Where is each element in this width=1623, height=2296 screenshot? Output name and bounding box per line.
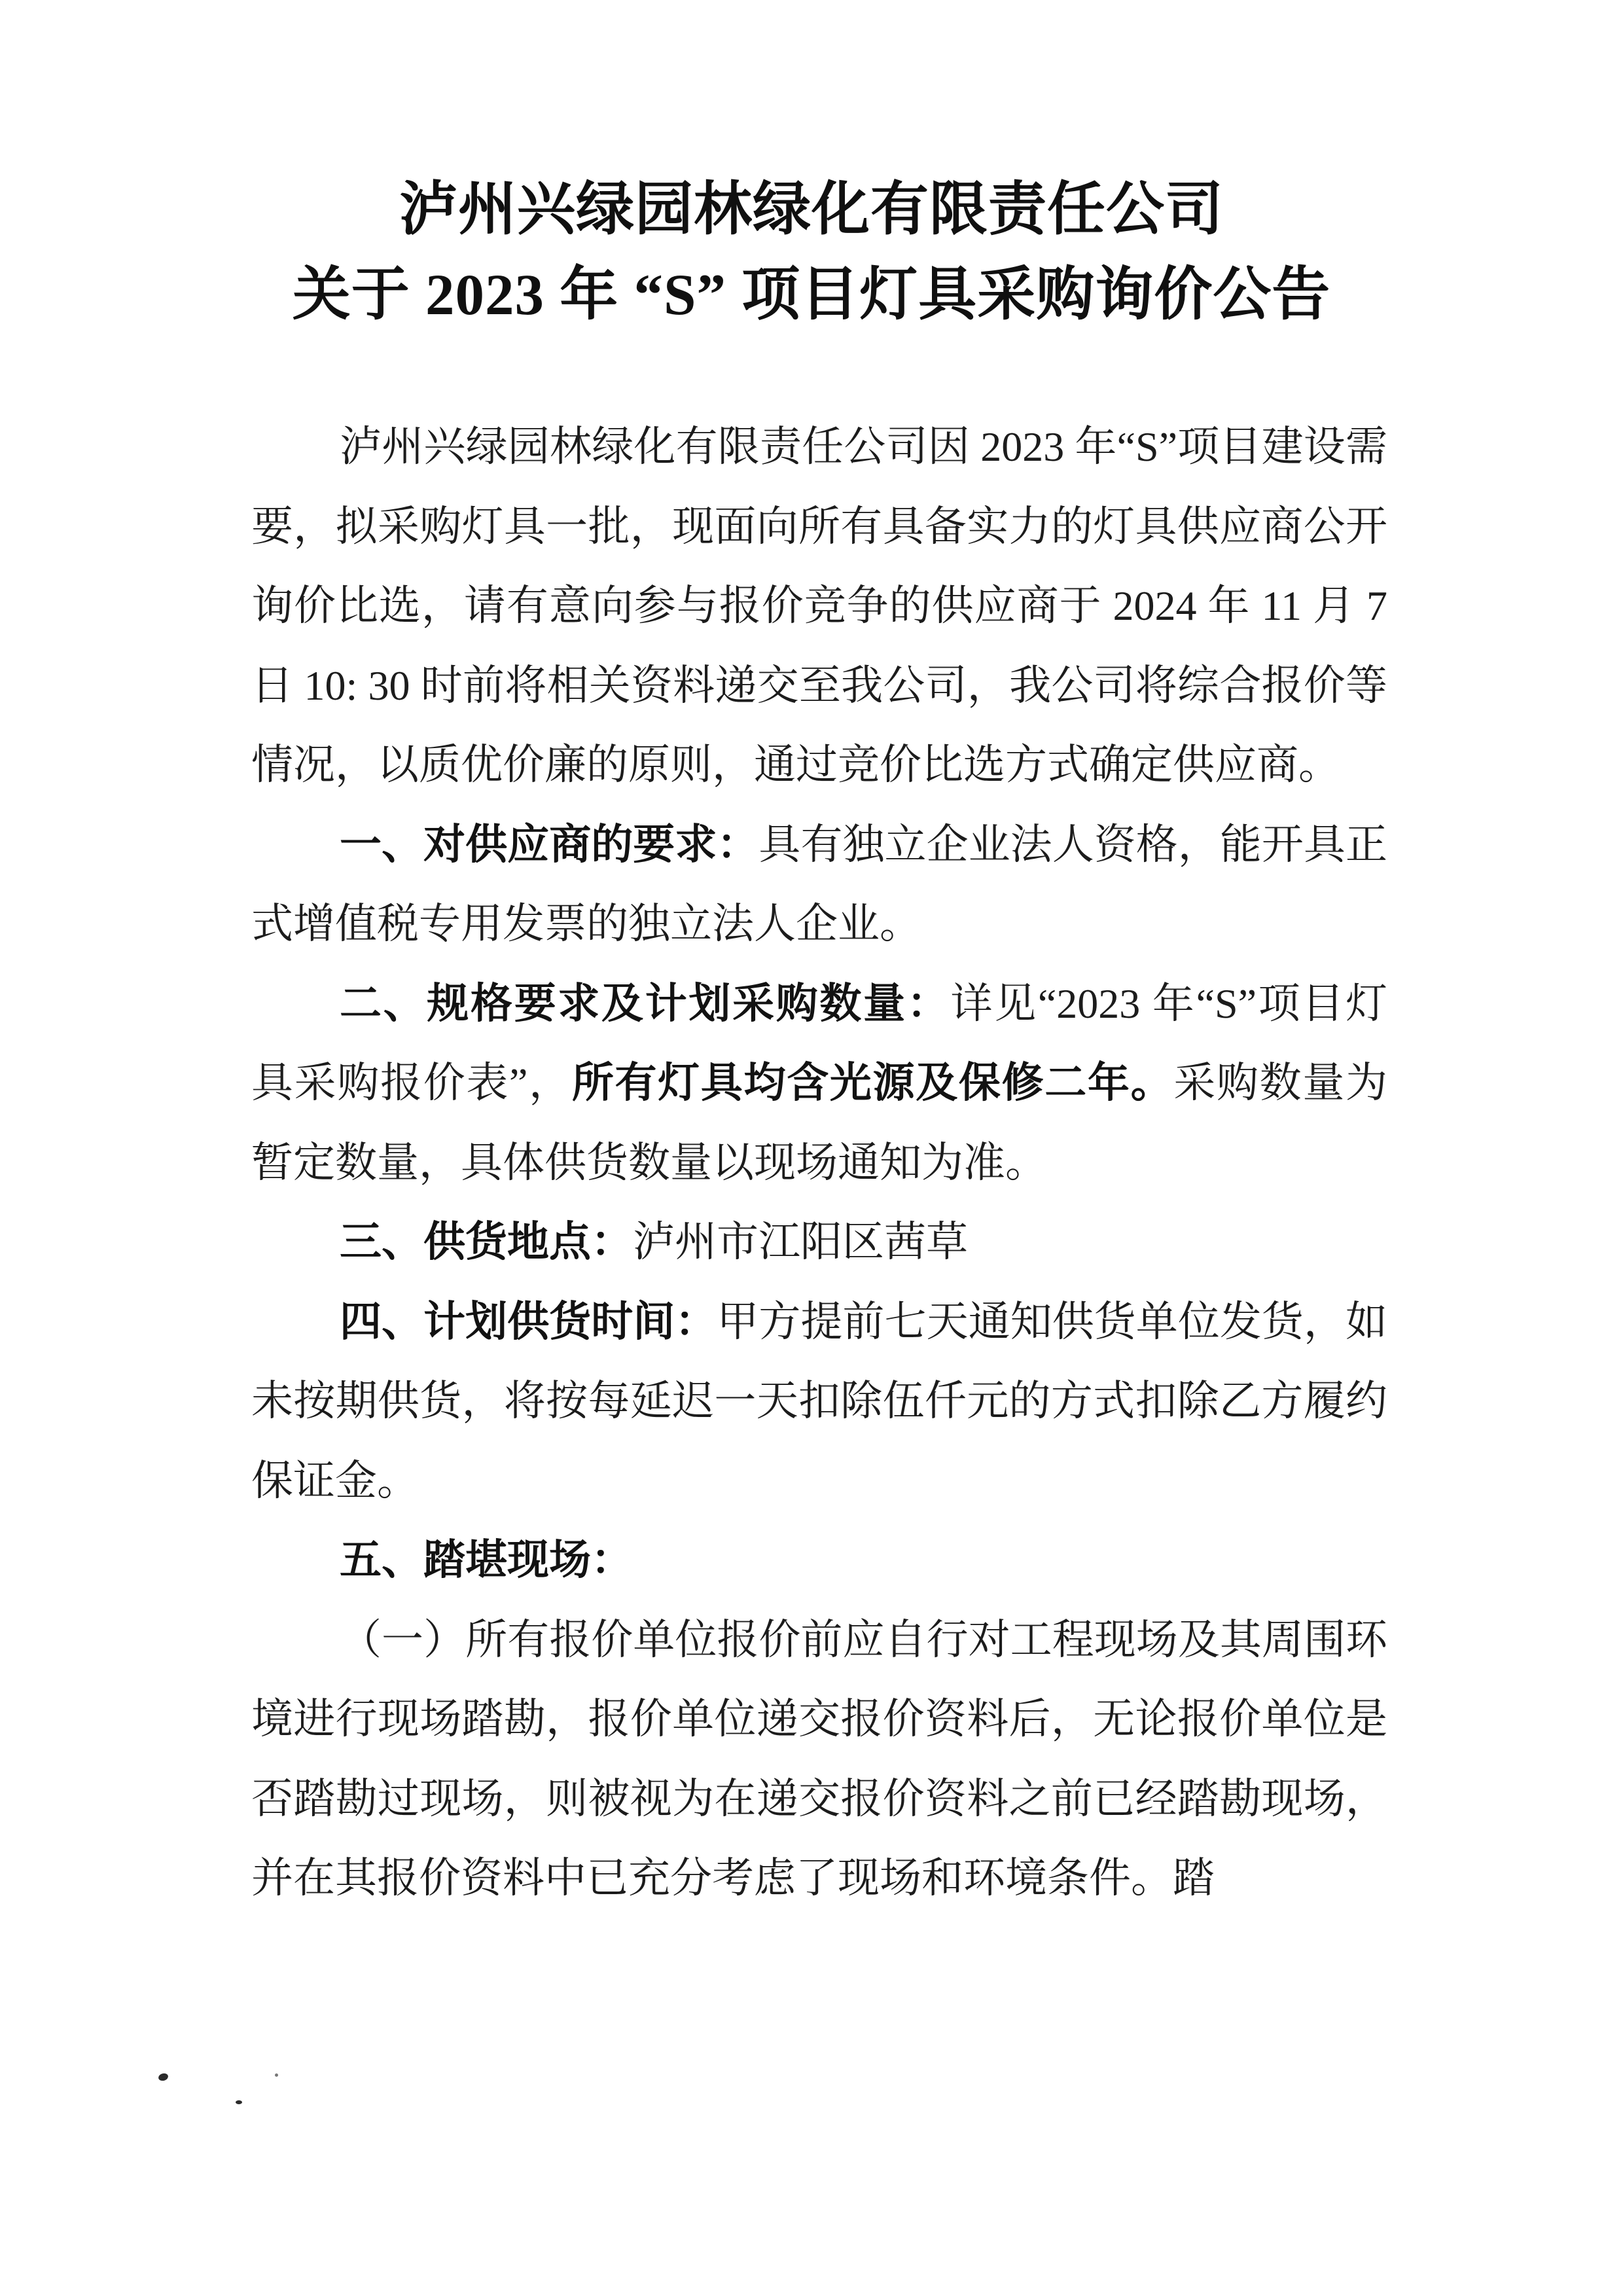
ink-speck — [158, 2072, 169, 2082]
section-5-heading: 五、踏堪现场： — [340, 1537, 633, 1583]
section-4-body: 甲方提前七天通知供货单位发货，如未按期供货，将按每延迟一天扣除伍仟元的方式扣除乙方履约保证金。 — [251, 1298, 1387, 1504]
section-3-heading: 三、供货地点： — [340, 1219, 633, 1265]
document-body — [251, 407, 1387, 1918]
paragraph-section-4 — [251, 1282, 1387, 1521]
ink-speck — [236, 2100, 242, 2104]
document-title — [0, 168, 1623, 338]
paragraph-section-5-item-1 — [251, 1600, 1387, 1918]
ink-speck — [275, 2073, 278, 2077]
section-2-heading: 二、规格要求及计划采购数量： — [340, 980, 951, 1027]
paragraph-section-2 — [251, 964, 1387, 1203]
section-2-body-a: 详见“2023 年“S”项目灯具采购报价表”， — [251, 980, 1388, 1106]
section-1-body: 具有独立企业法人资格，能开具正式增值税专用发票的独立法人企业。 — [251, 821, 1388, 947]
section-2-body-b: 采购数量为暂定数量，具体供货数量以现场通知为准。 — [251, 1060, 1388, 1186]
section-4-heading: 四、计划供货时间： — [340, 1298, 717, 1345]
title-line-2: 关于 2023 年 “S” 项目灯具采购询价公告 — [292, 263, 1331, 327]
section-2-body-bold: 所有灯具均含光源及保修二年。 — [571, 1060, 1174, 1106]
section-5-item-1-body: （一）所有报价单位报价前应自行对工程现场及其周围环境进行现场踏勘，报价单位递交报价资料后，无论报价单位是否踏勘过现场，则被视为在递交报价资料之前已经踏勘现场，并在其报价资料中已充分考虑了现场和环境条件。踏 — [251, 1616, 1387, 1901]
paragraph-section-1 — [251, 805, 1387, 964]
section-1-heading: 一、对供应商的要求： — [340, 821, 759, 868]
title-line-1: 泸州兴绿园林绿化有限责任公司 — [399, 178, 1224, 242]
section-3-body: 泸州市江阳区茜草 — [633, 1219, 968, 1265]
paragraph-section-5-heading — [251, 1520, 1387, 1600]
paragraph-intro — [251, 407, 1387, 805]
intro-text: 泸州兴绿园林绿化有限责任公司因 2023 年“S”项目建设需要，拟采购灯具一批，现面向所有具备实力的灯具供应商公开询价比选，请有意向参与报价竞争的供应商于 2024 年 11 月 7 日 10: 30 时前将相关资料递交至我公司，我公司将综合报价等情况，以质优价廉的原则，通过竞价比选方式确定供应商。 — [251, 423, 1387, 788]
paragraph-section-3 — [251, 1202, 1387, 1282]
